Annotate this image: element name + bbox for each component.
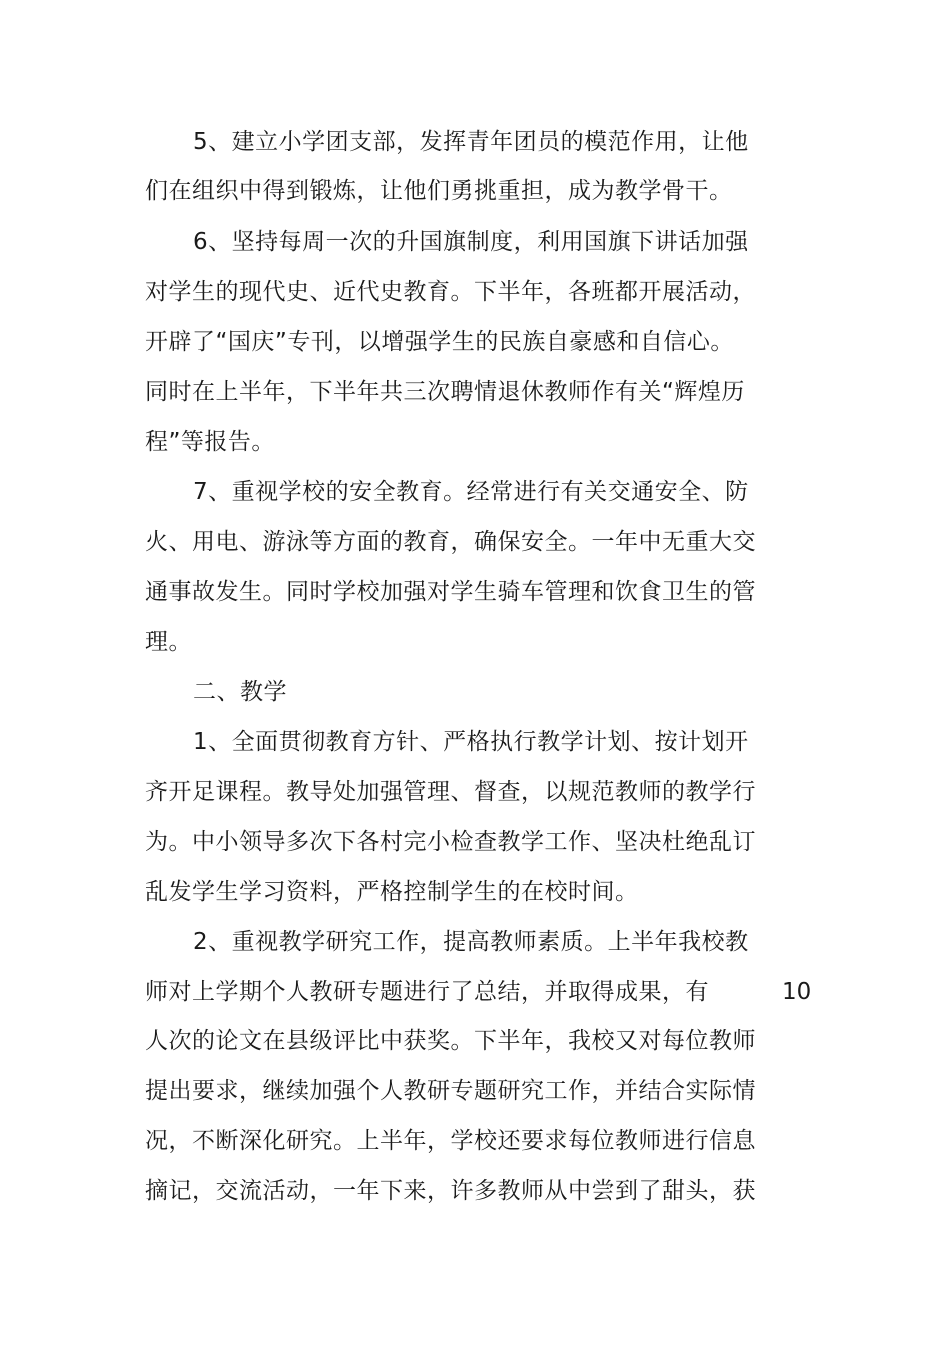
section-heading: 二、教学 xyxy=(193,679,287,705)
paragraph-line: 师对上学期个人教研专题进行了总结，并取得成果，有 xyxy=(145,979,709,1005)
paragraph-line: 为。中小领导多次下各村完小检查教学工作、坚决杜绝乱订 xyxy=(145,829,756,855)
paragraph-line: 乱发学生学习资料，严格控制学生的在校时间。 xyxy=(145,879,639,905)
paragraph-line: 人次的论文在县级评比中获奖。下半年，我校又对每位教师 xyxy=(145,1028,756,1054)
paragraph-line: 理。 xyxy=(145,629,192,655)
paragraph-line: 摘记，交流活动，一年下来，许多教师从中尝到了甜头，获 xyxy=(145,1178,756,1204)
paragraph-line: 通事故发生。同时学校加强对学生骑车管理和饮食卫生的管 xyxy=(145,579,756,605)
paragraph-line: 齐开足课程。教导处加强管理、督查，以规范教师的教学行 xyxy=(145,779,756,805)
paragraph-line: 7、重视学校的安全教育。经常进行有关交通安全、防 xyxy=(193,479,749,505)
paragraph-line: 程”等报告。 xyxy=(145,429,275,455)
paragraph-line: 1、全面贯彻教育方针、严格执行教学计划、按计划开 xyxy=(193,729,749,755)
paragraph-line: 同时在上半年，下半年共三次聘情退休教师作有关“辉煌历 xyxy=(145,379,745,405)
margin-number: 10 xyxy=(782,979,812,1005)
paragraph-line: 提出要求，继续加强个人教研专题研究工作，并结合实际情 xyxy=(145,1078,756,1104)
paragraph-line: 开辟了“国庆”专刊，以增强学生的民族自豪感和自信心。 xyxy=(145,329,734,355)
paragraph-line: 对学生的现代史、近代史教育。下半年，各班都开展活动， xyxy=(145,279,756,305)
paragraph-line: 5、建立小学团支部，发挥青年团员的模范作用，让他 xyxy=(193,129,749,155)
paragraph-line: 们在组织中得到锻炼，让他们勇挑重担，成为教学骨干。 xyxy=(145,178,733,204)
paragraph-line: 2、重视教学研究工作，提高教师素质。上半年我校教 xyxy=(193,929,749,955)
paragraph-line: 6、坚持每周一次的升国旗制度，利用国旗下讲话加强 xyxy=(193,229,749,255)
paragraph-line: 况，不断深化研究。上半年，学校还要求每位教师进行信息 xyxy=(145,1128,756,1154)
paragraph-line: 火、用电、游泳等方面的教育，确保安全。一年中无重大交 xyxy=(145,529,756,555)
